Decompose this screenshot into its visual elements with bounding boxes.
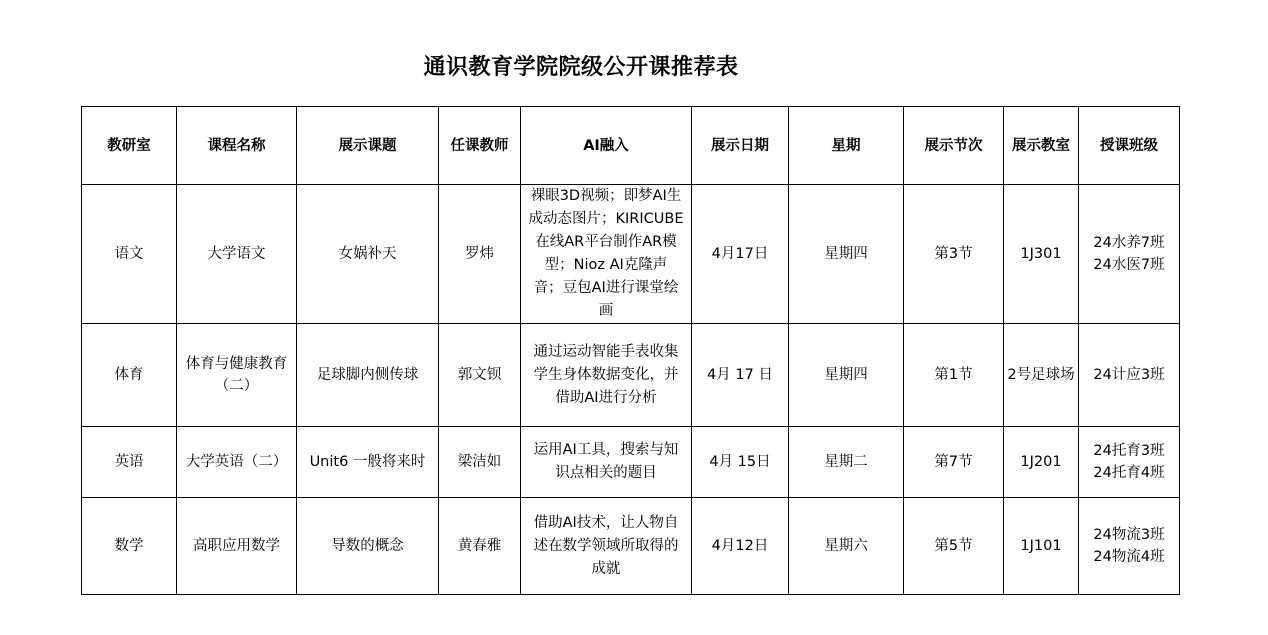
course-line: 大学语文	[207, 246, 266, 262]
ai-line: 画	[598, 303, 614, 319]
class-line: 24计应3班	[1093, 367, 1165, 383]
cell-department: 数学	[82, 498, 177, 595]
header-ai: AI融入	[521, 107, 692, 185]
header-topic: 展示课题	[297, 107, 439, 185]
class-line: 24水医7班	[1093, 257, 1165, 273]
cell-date: 4月 15日	[692, 427, 789, 498]
header-classroom: 展示教室	[1004, 107, 1079, 185]
header-date: 展示日期	[692, 107, 789, 185]
header-row	[82, 107, 1180, 185]
course-line: （二）	[214, 378, 259, 394]
class-line: 24物流3班	[1093, 527, 1165, 543]
class-line: 24水养7班	[1093, 235, 1165, 251]
table-row	[82, 498, 1180, 595]
ai-line: 成就	[591, 560, 621, 577]
cell-teacher: 梁洁如	[439, 427, 521, 498]
cell-teacher: 黄春雅	[439, 498, 521, 595]
cell-classes	[1079, 185, 1180, 324]
cell-teacher: 郭文钡	[439, 324, 521, 427]
cell-weekday: 星期六	[789, 498, 904, 595]
class-line: 24托育3班	[1093, 443, 1165, 459]
cell-ai	[521, 185, 692, 324]
cell-date: 4月 17 日	[692, 324, 789, 427]
cell-date: 4月12日	[692, 498, 789, 595]
cell-course	[177, 185, 297, 324]
header-classes: 授课班级	[1079, 107, 1180, 185]
cell-topic: Unit6 一般将来时	[297, 427, 439, 498]
cell-period: 第1节	[904, 324, 1004, 427]
table-row	[82, 185, 1180, 324]
cell-department: 语文	[82, 185, 177, 324]
ai-line: 型；Nioz AI克隆声	[544, 257, 668, 273]
ai-line: 学生身体数据变化，并	[533, 366, 679, 383]
cell-classroom: 1J301	[1004, 185, 1079, 324]
cell-teacher: 罗炜	[439, 185, 521, 324]
cell-classes	[1079, 324, 1180, 427]
page-title: 通识教育学院院级公开课推荐表	[423, 55, 739, 80]
course-table	[81, 106, 1180, 595]
header-weekday: 星期	[789, 107, 904, 185]
ai-line: 识点相关的题目	[555, 465, 657, 481]
cell-date: 4月17日	[692, 185, 789, 324]
cell-department: 体育	[82, 324, 177, 427]
cell-ai	[521, 498, 692, 595]
class-line: 24物流4班	[1093, 549, 1165, 565]
course-line: 体育与健康教育	[185, 356, 288, 372]
cell-classroom: 1J101	[1004, 498, 1079, 595]
cell-weekday: 星期四	[789, 324, 904, 427]
cell-weekday: 星期二	[789, 427, 904, 498]
ai-line: 音；豆包AI进行课堂绘	[533, 280, 679, 296]
cell-period: 第3节	[904, 185, 1004, 324]
course-line: 大学英语（二）	[185, 454, 288, 470]
table-row	[82, 427, 1180, 498]
cell-classes	[1079, 498, 1180, 595]
cell-course	[177, 498, 297, 595]
ai-line: 裸眼3D视频；即梦AI生	[530, 188, 682, 204]
course-line: 高职应用数学	[193, 538, 280, 554]
cell-department: 英语	[82, 427, 177, 498]
ai-line: 运用AI工具，搜索与知	[533, 442, 679, 458]
header-department: 教研室	[82, 107, 177, 185]
cell-topic: 导数的概念	[297, 498, 439, 595]
ai-line: 述在数学领域所取得的	[533, 537, 679, 554]
cell-topic: 足球脚内侧传球	[297, 324, 439, 427]
cell-classes	[1079, 427, 1180, 498]
ai-line: 借助AI技术，让人物自	[533, 514, 679, 531]
cell-course	[177, 324, 297, 427]
header-teacher: 任课教师	[439, 107, 521, 185]
ai-line: 借助AI进行分析	[555, 389, 657, 406]
cell-classroom: 2号足球场	[1004, 324, 1079, 427]
ai-line: 在线AR平台制作AR模	[535, 234, 677, 250]
ai-line: 通过运动智能手表收集	[533, 343, 679, 360]
cell-topic: 女娲补天	[297, 185, 439, 324]
class-line: 24托育4班	[1093, 465, 1165, 481]
cell-ai	[521, 427, 692, 498]
cell-period: 第5节	[904, 498, 1004, 595]
cell-weekday: 星期四	[789, 185, 904, 324]
cell-period: 第7节	[904, 427, 1004, 498]
header-period: 展示节次	[904, 107, 1004, 185]
table-row	[82, 324, 1180, 427]
cell-ai	[521, 324, 692, 427]
header-course: 课程名称	[177, 107, 297, 185]
ai-line: 成动态图片；KIRICUBE	[528, 211, 684, 227]
cell-course	[177, 427, 297, 498]
cell-classroom: 1J201	[1004, 427, 1079, 498]
